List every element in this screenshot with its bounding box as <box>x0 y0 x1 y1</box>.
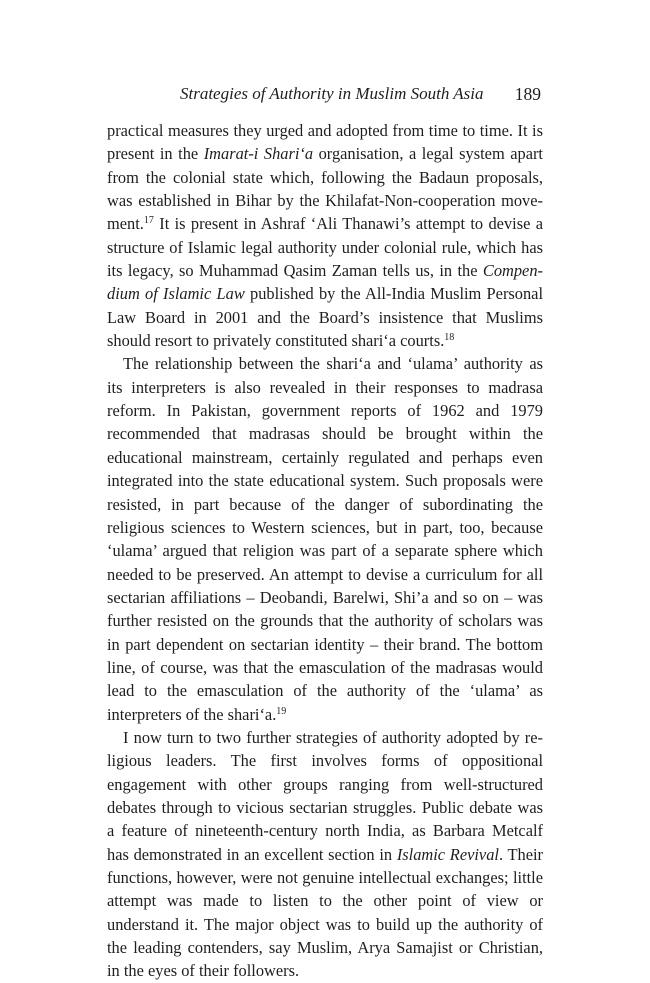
footnote-ref-17: 17 <box>143 215 154 227</box>
paragraph-1-text-3: It is present in Ashraf ‘Ali Thanawi’s attempt to devise a structure of Islamic legal authority under colonial rule, which has its legacy, so Muhammad Qasim Zaman tells us, in the <box>107 214 543 281</box>
paragraph-3-text-1: I now turn to two further strategies of authority adopted by religious leaders. The first involves forms of oppositional engagement with other groups ranging from well-structured debates through to vicious sectarian struggles. Public debate was a feature of nineteenth-century north India, as Barbara Metcalf has demonstrated in an excellent section in <box>107 727 543 864</box>
paragraph-1-italic-title-2: Compendium of Islamic Law <box>107 261 543 304</box>
footnote-ref-19: 19 <box>276 705 287 717</box>
running-head <box>107 84 543 108</box>
paragraph-1-text-2: organisation, a legal system apart from the colonial state which, following the Badaun proposals, was established in Bihar by the Khilafat-Non-cooperation movement. <box>107 144 543 234</box>
footnote-ref-18: 18 <box>444 332 455 344</box>
body-text <box>107 119 543 983</box>
paragraph-3-italic-title-1: Islamic Revival <box>396 844 499 864</box>
running-title: Strategies of Authority in Muslim South Asia <box>180 84 484 103</box>
paragraph-2 <box>107 352 543 726</box>
paragraph-1-italic-title-1: Imarat-i Shari‘a <box>203 144 314 164</box>
paragraph-3-text-2: . Their functions, however, were not genuine intellectual exchanges; little attempt was made to listen to the other point of view or understand it. The major object was to build up the authority of the leading contenders, say Muslim, Arya Samajist or Christian, in the eyes of their followers. <box>107 844 543 981</box>
paragraph-1-text-1: practical measures they urged and adopted from time to time. It is present in the <box>107 121 543 164</box>
paragraph-1-text-4: published by the All-India Muslim Personal Law Board in 2001 and the Board’s insistence that Muslims should resort to privately constituted shari‘a courts. <box>107 284 543 351</box>
paragraph-2-text-1: The relationship between the shari‘a and ‘ulama’ authority as its interpreters is also revealed in their responses to madrasa reform. In Pakistan, government reports of 1962 and 1979 recommended that madrasas should be brought within the educational mainstream, certainly regulated and perhaps even integrated into the state educational system. Such proposals were resisted, in part because of the danger of subordinating the religious sciences to Western sciences, but in part, too, because ‘ulama’ argued that religion was part of a separate sphere which needed to be preserved. An attempt to devise a curriculum for all sectarian affiliations – Deobandi, Barelwi, Shi’a and so on – was further resisted on the grounds that the authority of scholars was in part dependent on sectarian identity – their brand. The bottom line, of course, was that the emasculation of the madrasas would lead to the emasculation of the authority of the ‘ulama’ as interpreters of the shari‘a. <box>107 354 543 724</box>
paragraph-1 <box>107 119 543 352</box>
paragraph-3 <box>107 726 543 983</box>
page-number: 189 <box>514 84 541 104</box>
